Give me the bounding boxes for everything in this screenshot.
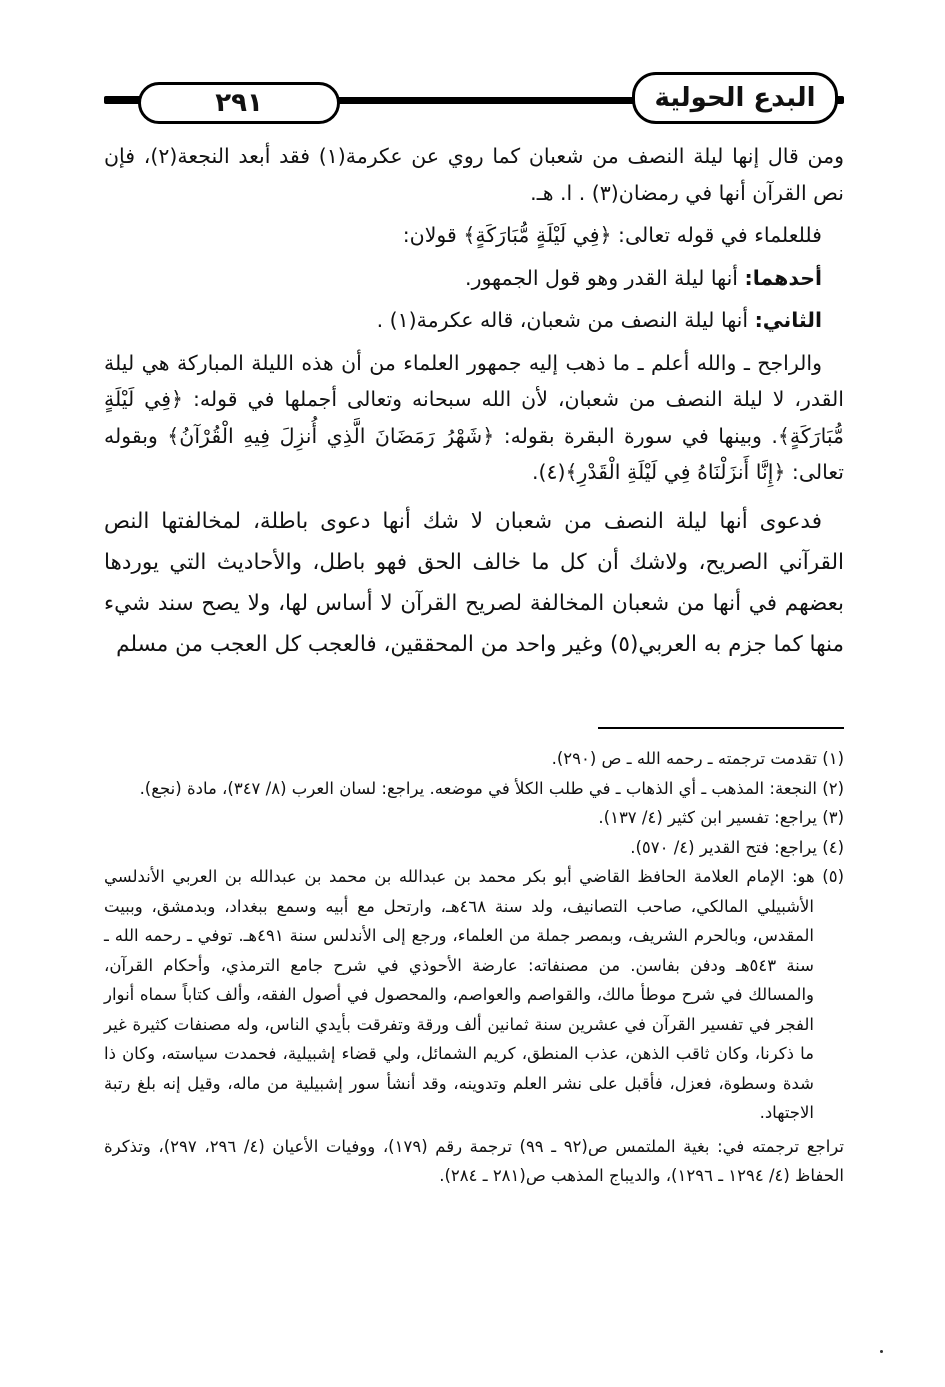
opinion-first	[104, 260, 844, 297]
opinion-second-label: الثاني:	[754, 308, 822, 332]
footnote-2-text: النجعة: المذهب ـ أي الذهاب ـ في طلب الكلأ في موضعه. يراجع: لسان العرب (٨/ ٣٤٧)، مادة (نجع).	[139, 778, 817, 798]
footnote-5-sources: تراجع ترجمته في: بغية الملتمس ص(٩٢ ـ ٩٩) ترجمة رقم (١٧٩)، ووفيات الأعيان (٤/ ٢٩٦، ٢٩٧)، وتذكرة الحفاظ (٤/ ١٢٩٤ ـ ١٢٩٦)، والديباج المذهب ص(٢٨١ ـ ٢٨٤).	[104, 1136, 844, 1185]
footnote-3: (٣) يراجع: تفسير ابن كثير (٤/ ١٣٧).	[598, 808, 844, 827]
footnote-2	[104, 774, 844, 804]
footnotes	[104, 744, 844, 1191]
footnote-5: (٥) هو: الإمام العلامة الحافظ القاضي أبو بكر محمد بن عبدالله بن محمد بن عبدالله بن العربي الأندلسي الأشبيلي المالكي، صاحب التصانيف، ولد سنة ٤٦٨هـ، وارتحل مع أبيه وسمع ببغداد، وبدمشق، وببيت المقدس، وبالحرم الشريف، وبمصر جملة من العلماء، ورجع إلى الأندلس سنة ٤٩١هـ. توفي ـ رحمه الله ـ سنة ٥٤٣هـ ودفن بفاسن. من مصنفاته: عارضة الأحوذي في شرح جامع الترمذي، وأحكام القرآن، والمسالك في شرح موطأ مالك، والقواصم والعواصم، والمحصول في أصول الفقه، وألف كتاباً سماه أنوار الفجر في تفسير القرآن في عشرين سنة ثمانين ألف ورقة وتفرقت بأيدي الناس، وله مصنفات كثيرة غير ما ذكرنا، وكان ثاقب الذهن، عذب المنطق، كريم الشمائل، ولي قضاء إشبيلية، فحمدت سياسته، وكان ذا شدة وسطوة، فعزل، فأقبل على نشر العلم وتدوينه، وقد أنشأ سور إشبيلية من ماله، وقيل إنه بلغ رتبة الاجتهاد.	[104, 867, 844, 1122]
book-title: البدع الحولية	[632, 72, 838, 124]
page-number: ٢٩١	[138, 82, 340, 124]
opinion-second	[104, 302, 844, 339]
paragraph-4: فدعوى أنها ليلة النصف من شعبان لا شك أنها دعوى باطلة، لمخالفتها النص القرآني الصريح، ولاشك أن كل ما خالف الحق فهو باطل، والأحاديث التي يوردها بعضهم في أنها من شعبان المخالفة لصريح القرآن لا أساس لها، ولا يصح سند شيء منها كما جزم به العربي(٥) وغير واحد من المحققين، فالعجب كل العجب من مسلم	[104, 508, 844, 657]
footnote-4: (٤) يراجع: فتح القدير (٤/ ٥٧٠).	[630, 837, 844, 857]
paragraph-1: ومن قال إنها ليلة النصف من شعبان كما روي عن عكرمة(١) فقد أبعد النجعة(٢)، فإن نص القرآن أنها في رمضان(٣) . ا. هـ.	[104, 144, 844, 205]
spacer	[104, 491, 844, 501]
footnote-1: (١) تقدمت ترجمته ـ رحمه الله ـ ص (٢٩٠).	[551, 749, 844, 768]
footnote-separator	[598, 727, 844, 729]
paragraph-2: فللعلماء في قوله تعالى: ﴿فِي لَيْلَةٍ مُّبَارَكَةٍ﴾ قولان:	[402, 223, 822, 247]
opinion-second-text: أنها ليلة النصف من شعبان، قاله عكرمة(١) .	[376, 308, 755, 332]
main-text	[104, 138, 844, 665]
page-header	[104, 72, 844, 120]
footnote-2-number: (٢)	[822, 778, 844, 798]
paragraph-3: والراجح ـ والله أعلم ـ ما ذهب إليه جمهور العلماء من أن هذه الليلة المباركة هي ليلة القدر، لا ليلة النصف من شعبان، لأن الله سبحانه وتعالى أجملها في قوله: ﴿فِي لَيْلَةٍ مُّبَارَكَةٍ﴾. وبينها في سورة البقرة بقوله: ﴿شَهْرُ رَمَضَانَ الَّذِي أُنزِلَ فِيهِ الْقُرْآنُ﴾ وبقوله تعالى: ﴿إِنَّا أَنزَلْنَاهُ فِي لَيْلَةِ الْقَدْرِ﴾(٤).	[104, 350, 844, 484]
print-speck	[880, 1350, 883, 1353]
opinion-first-text: أنها ليلة القدر وهو قول الجمهور.	[465, 265, 745, 290]
opinion-first-label: أحدهما:	[744, 265, 822, 290]
